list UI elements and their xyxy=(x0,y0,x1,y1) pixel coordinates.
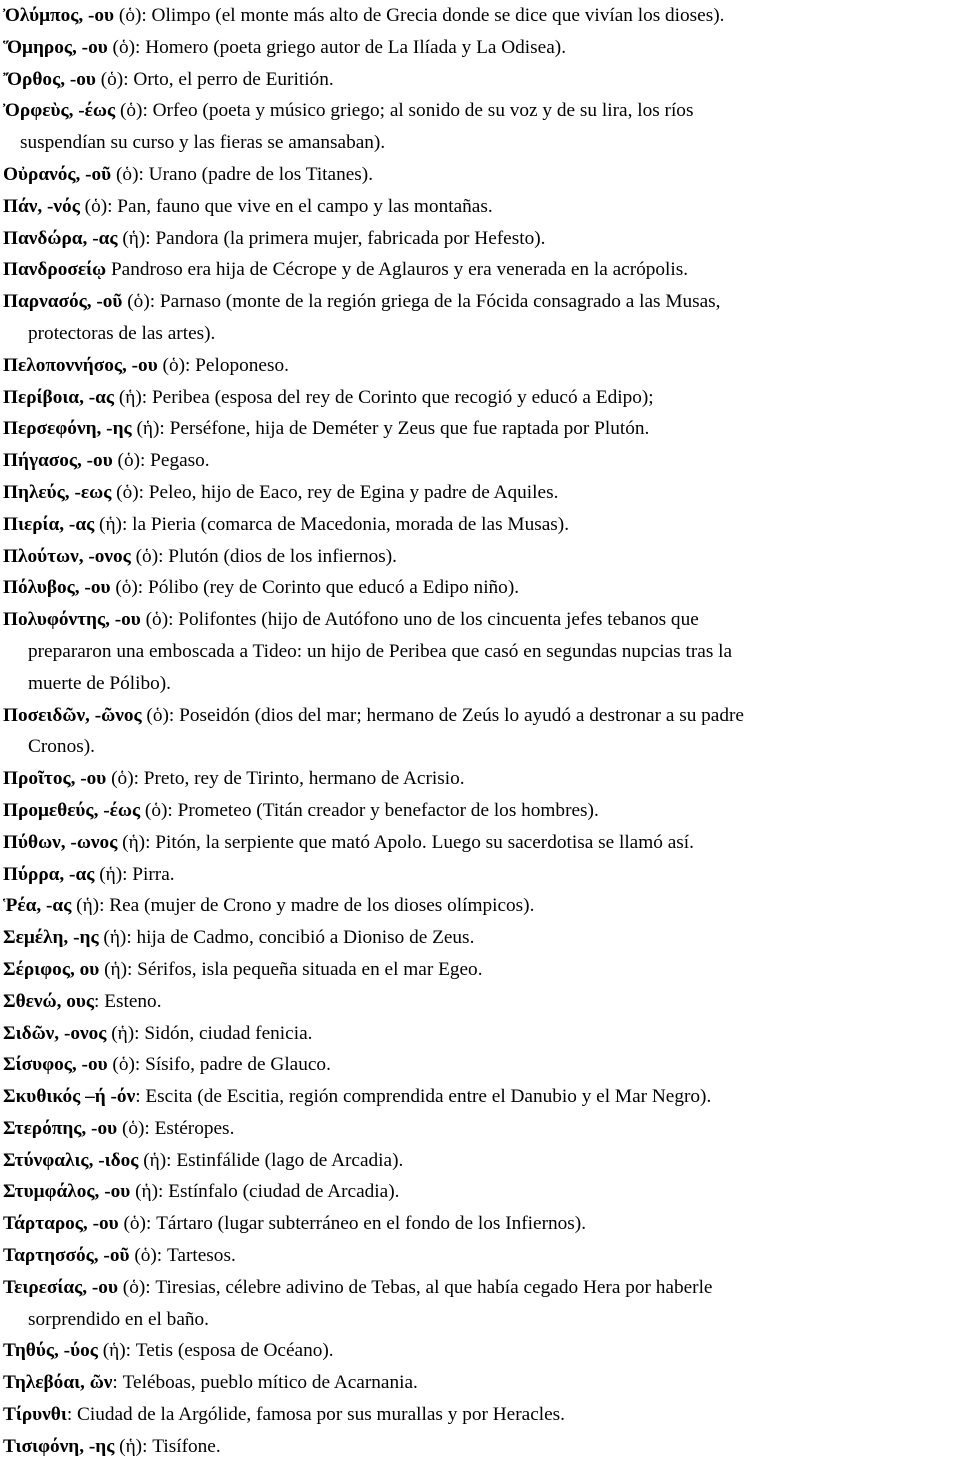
glossary-entry xyxy=(3,1145,960,1177)
entry-definition-continuation: prepararon una emboscada a Tideo: un hijo de Peribea que casó en segundas nupcias tras la xyxy=(28,640,733,662)
glossary-entry xyxy=(3,159,960,191)
entry-headword: Ταρτησσός, -οῦ xyxy=(3,1245,130,1267)
glossary-entry xyxy=(3,827,960,859)
entry-headword: Παρνασός, -οῦ xyxy=(3,291,123,313)
entry-headword: Ποσειδῶν, -ῶνος xyxy=(3,704,142,726)
entry-definition-continuation: Cronos). xyxy=(28,736,95,758)
entry-definition: (ὁ): Orto, el perro de Euritión. xyxy=(95,68,334,90)
entry-headword: Πήγασος, -ου xyxy=(3,450,113,472)
entry-definition: (ὁ): Prometeo (Titán creador y benefactor de los hombres). xyxy=(140,799,599,821)
entry-definition: (ὁ): Tartesos. xyxy=(129,1245,236,1267)
glossary-entry xyxy=(3,763,960,795)
entry-headword: Προμεθεύς, -έως xyxy=(3,799,141,821)
glossary-entry xyxy=(3,286,960,350)
entry-definition: (ὁ): Poseidón (dios del mar; hermano de Zeús lo ayudó a destronar a su padre xyxy=(141,704,744,726)
entry-definition: (ὁ): Preto, rey de Tirinto, hermano de Acrisio. xyxy=(106,768,465,790)
entry-headword: Πανδροσείῳ xyxy=(3,259,107,281)
entry-definition: (ἡ): hija de Cadmo, concibió a Dioniso de Zeus. xyxy=(98,927,475,949)
glossary-entry xyxy=(3,413,960,445)
entry-headword: Πηλεύς, -εως xyxy=(3,481,112,503)
glossary-entry xyxy=(3,1176,960,1208)
entry-definition: Pandroso era hija de Cécrope y de Aglauros y era venerada en la acrópolis. xyxy=(106,259,689,281)
glossary-entry xyxy=(3,64,960,96)
glossary-entry xyxy=(3,445,960,477)
entry-definition: (ἡ): Tetis (esposa de Océano). xyxy=(97,1340,334,1362)
entry-definition-continuation: suspendían su curso y las fieras se amansaban). xyxy=(20,132,386,154)
entry-definition: : Esteno. xyxy=(94,990,162,1012)
glossary-entry xyxy=(3,1240,960,1272)
entry-headword: Ὅμηρος, -ου xyxy=(3,36,108,58)
entry-headword: Σιδῶν, -ονος xyxy=(3,1022,107,1044)
glossary-entry xyxy=(3,0,960,32)
entry-definition: (ὁ): Tiresias, célebre adivino de Tebas, al que había cegado Hera por haberle xyxy=(117,1276,713,1298)
entry-headword: Τηλεβόαι, ῶν xyxy=(3,1372,113,1394)
glossary-entry xyxy=(3,922,960,954)
entry-definition: (ἡ): Perséfone, hija de Deméter y Zeus que fue raptada por Plutón. xyxy=(131,418,650,440)
entry-headword: Στυμφάλος, -ου xyxy=(3,1181,131,1203)
entry-definition: (ὁ): Olimpo (el monte más alto de Grecia donde se dice que vivían los dioses). xyxy=(114,5,725,26)
glossary-entry xyxy=(3,32,960,64)
glossary-entry xyxy=(3,1367,960,1399)
entry-definition-continuation: protectoras de las artes). xyxy=(28,322,216,344)
entry-headword: Περίβοια, -ας xyxy=(3,386,115,408)
entry-definition: (ἡ): Estinfálide (lago de Arcadia). xyxy=(138,1149,404,1171)
entry-headword: Σθενώ, ους xyxy=(3,990,95,1012)
entry-definition: (ὁ): Pólibo (rey de Corinto que educó a Edipo niño). xyxy=(110,577,520,599)
entry-headword: Ῥέα, -ας xyxy=(3,895,72,917)
entry-definition-continuation: muerte de Pólibo). xyxy=(28,672,171,694)
entry-definition: (ὁ): Tártaro (lugar subterráneo en el fondo de los Infiernos). xyxy=(118,1213,587,1235)
entry-headword: Ὀλύμπος, -ου xyxy=(3,5,115,26)
entry-definition: (ὁ): Peloponeso. xyxy=(157,354,289,376)
entry-headword: Σεμέλη, -ης xyxy=(3,927,99,949)
glossary-entry xyxy=(3,954,960,986)
entry-definition: (ὁ): Peleo, hijo de Eaco, rey de Egina y padre de Aquiles. xyxy=(111,481,559,503)
glossary-entry xyxy=(3,1399,960,1431)
glossary-entry xyxy=(3,541,960,573)
entry-headword: Σίσυφος, -ου xyxy=(3,1054,108,1076)
entry-headword: Πύθων, -ωνος xyxy=(3,831,118,853)
glossary-entry xyxy=(3,795,960,827)
entry-definition: : Ciudad de la Argólide, famosa por sus murallas y por Heracles. xyxy=(66,1404,565,1426)
entry-headword: Οὐρανός, -οῦ xyxy=(3,163,112,185)
glossary-entry xyxy=(3,1208,960,1240)
entry-headword: Ὀρφεὺς, -έως xyxy=(3,100,116,122)
entry-definition-continuation: sorprendido en el baño. xyxy=(28,1308,209,1330)
entry-headword: Πιερία, -ας xyxy=(3,513,95,535)
glossary-entry xyxy=(3,1018,960,1050)
glossary-entry xyxy=(3,604,960,699)
entry-headword: Πολυφόντης, -ου xyxy=(3,609,141,631)
entry-definition: : Teléboas, pueblo mítico de Acarnania. xyxy=(112,1372,418,1394)
entry-headword: Τίρυνθι xyxy=(3,1404,67,1426)
glossary-entry xyxy=(3,382,960,414)
glossary-entry xyxy=(3,350,960,382)
entry-definition: (ἡ): la Pieria (comarca de Macedonia, morada de las Musas). xyxy=(94,513,570,535)
entry-definition: (ὁ): Sísifo, padre de Glauco. xyxy=(107,1054,331,1076)
glossary-entry xyxy=(3,1113,960,1145)
glossary-entry xyxy=(3,890,960,922)
entry-headword: Σέριφος, ου xyxy=(3,958,100,980)
glossary-entry xyxy=(3,859,960,891)
glossary-entry xyxy=(3,223,960,255)
entry-definition: (ἡ): Peribea (esposa del rey de Corinto que recogió y educó a Edipo); xyxy=(114,386,654,408)
glossary-entry xyxy=(3,509,960,541)
entry-headword: Πελοποννήσος, -ου xyxy=(3,354,158,376)
entry-definition: (ἡ): Tisífone. xyxy=(114,1435,221,1457)
entry-definition: (ἡ): Rea (mujer de Crono y madre de los dioses olímpicos). xyxy=(71,895,535,917)
entry-headword: Τάρταρος, -ου xyxy=(3,1213,119,1235)
glossary-entry xyxy=(3,1335,960,1367)
entry-headword: Πύρρα, -ας xyxy=(3,863,95,885)
entry-definition: : Escita (de Escitia, región comprendida entre el Danubio y el Mar Negro). xyxy=(135,1086,712,1108)
entry-definition: (ἡ): Pitón, la serpiente que mató Apolo. Luego su sacerdotisa se llamó así. xyxy=(117,831,694,853)
entry-definition: (ὁ): Homero (poeta griego autor de La Ilíada y La Odisea). xyxy=(107,36,567,58)
glossary-entry xyxy=(3,254,960,286)
glossary-entry xyxy=(3,95,960,159)
entry-headword: Τηθύς, -ύος xyxy=(3,1340,98,1362)
entry-headword: Ὄρθος, -ου xyxy=(3,68,96,90)
entry-definition: (ὁ): Polifontes (hijo de Autófono uno de los cincuenta jefes tebanos que xyxy=(140,609,699,631)
glossary-entry xyxy=(3,477,960,509)
entry-definition: (ὁ): Pan, fauno que vive en el campo y las montañas. xyxy=(79,195,493,217)
entry-headword: Προῖτος, -ου xyxy=(3,768,107,790)
entry-headword: Στερόπης, -ου xyxy=(3,1117,118,1139)
glossary-entry xyxy=(3,1049,960,1081)
entry-headword: Στύνφαλις, -ιδος xyxy=(3,1149,139,1171)
glossary-entry xyxy=(3,1272,960,1336)
entry-definition: (ὁ): Urano (padre de los Titanes). xyxy=(111,163,374,185)
entry-definition: (ἡ): Sidón, ciudad fenicia. xyxy=(106,1022,313,1044)
entry-definition: (ἡ): Estínfalo (ciudad de Arcadia). xyxy=(130,1181,400,1203)
glossary-entry xyxy=(3,191,960,223)
entry-headword: Σκυθικός –ή -όν xyxy=(3,1086,136,1108)
glossary-entry xyxy=(3,1431,960,1463)
glossary-entry xyxy=(3,700,960,764)
entry-headword: Περσεφόνη, -ης xyxy=(3,418,132,440)
entry-headword: Τισιφόνη, -ης xyxy=(3,1435,115,1457)
entry-definition: (ὁ): Plutón (dios de los infiernos). xyxy=(130,545,397,567)
entry-definition: (ὁ): Pegaso. xyxy=(112,450,210,472)
entry-definition: (ἡ): Sérifos, isla pequeña situada en el mar Egeo. xyxy=(99,958,483,980)
entry-headword: Πόλυβος, -ου xyxy=(3,577,111,599)
entry-headword: Πανδώρα, -ας xyxy=(3,227,118,249)
entry-headword: Πλούτων, -ονος xyxy=(3,545,131,567)
glossary-entry xyxy=(3,986,960,1018)
entry-definition: (ὁ): Estéropes. xyxy=(117,1117,235,1139)
entry-definition: (ἡ): Pandora (la primera mujer, fabricada por Hefesto). xyxy=(117,227,546,249)
entry-definition: (ἡ): Pirra. xyxy=(94,863,175,885)
entry-headword: Πάν, -νός xyxy=(3,195,80,217)
glossary-entry xyxy=(3,1081,960,1113)
entry-definition: (ὁ): Orfeo (poeta y músico griego; al sonido de su voz y de su lira, los ríos xyxy=(115,100,694,122)
entry-definition: (ὁ): Parnaso (monte de la región griega de la Fócida consagrado a las Musas, xyxy=(122,291,721,313)
entry-headword: Τειρεσίας, -ου xyxy=(3,1276,118,1298)
glossary-entry xyxy=(3,572,960,604)
